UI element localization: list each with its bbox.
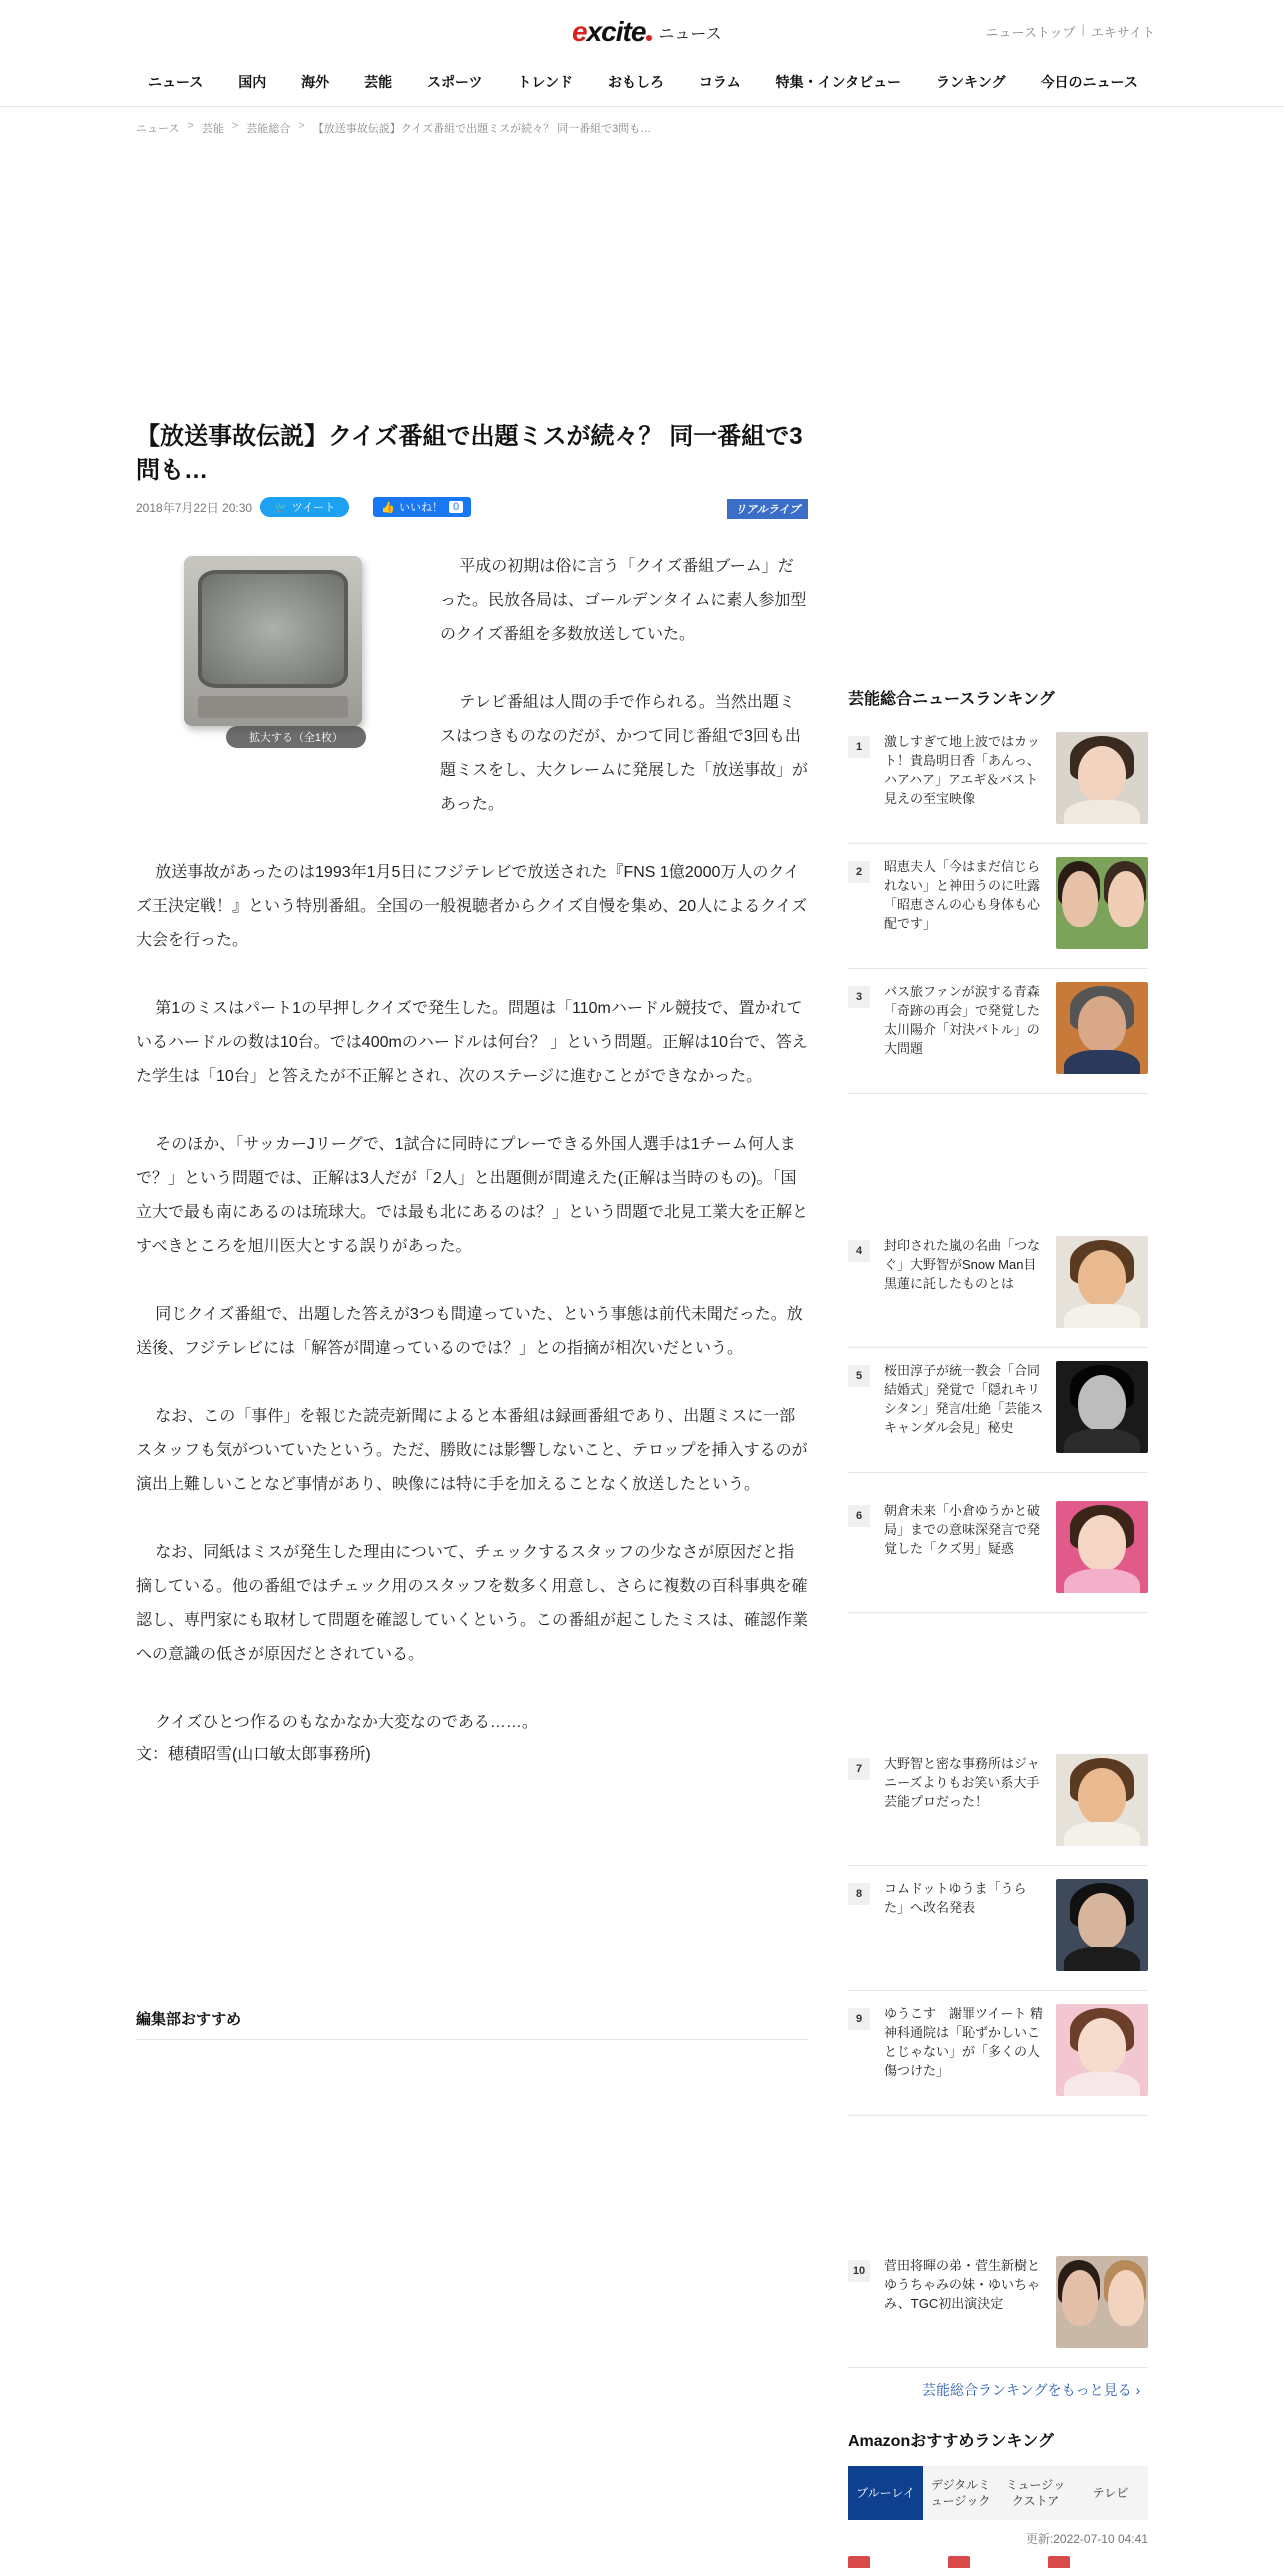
- thumbs-up-icon: 👍: [381, 501, 395, 514]
- rank-headline: 大野智と密な事務所はジャニーズよりもお笑い系大手芸能プロだった！: [884, 1756, 1040, 1809]
- rank-headline: 昭恵夫人「今はまだ信じられない」と神田うのに吐露 「昭恵さんの心も身体も心配です」: [884, 859, 1054, 931]
- amazon-ranking-title: Amazonおすすめランキング: [848, 2433, 1054, 2450]
- thumb-face: [1108, 871, 1144, 927]
- thumb-body: [1064, 1429, 1140, 1453]
- rank-headline: バス旅ファンが涙する青森「奇跡の再会」で発覚した太川陽介「対決バトル」の大問題: [884, 984, 1041, 1056]
- nav-column[interactable]: コラム: [698, 74, 741, 90]
- tv-image: [184, 556, 362, 726]
- nav-feature-interview[interactable]: 特集・インタビュー: [775, 74, 902, 90]
- thumb-body: [1064, 1947, 1140, 1971]
- like-count: 0: [449, 501, 463, 513]
- rank-thumbnail: [1056, 857, 1148, 949]
- tab-digital-music[interactable]: デジタルミュージック: [930, 2478, 991, 2508]
- ranking-item[interactable]: [848, 1501, 1148, 1613]
- ranking-item[interactable]: [848, 1236, 1148, 1348]
- amazon-rank-markers: [848, 2556, 1148, 2568]
- thumb-body: [1064, 1304, 1140, 1328]
- rank-number: 3: [848, 986, 870, 1008]
- rank-marker: [848, 2556, 870, 2568]
- thumb-face: [1078, 1893, 1126, 1949]
- editor-recommend-heading: 編集部おすすめ: [136, 2008, 808, 2040]
- ranking-item[interactable]: [848, 2004, 1148, 2116]
- breadcrumb-news[interactable]: ニュース: [136, 123, 180, 135]
- article-paragraph: 平成の初期は俗に言う「クイズ番組ブーム」だった。民放各局は、ゴールデンタイムに素人参加型のクイズ番組を多数放送していた。: [440, 558, 807, 643]
- rank-headline: 激しすぎて地上波ではカット！貴島明日香「あんっ、ハアハア」アエギ＆バスト見えの至宝映像: [884, 734, 1041, 806]
- thumb-body: [1064, 800, 1140, 824]
- amazon-updated-time: 更新:2022-07-10 04:41: [1025, 2532, 1148, 2546]
- ranking-item[interactable]: [848, 2256, 1148, 2368]
- article-paragraph: クイズひとつ作るのもなかなか大変なのである……。: [155, 1714, 538, 1731]
- thumb-face: [1062, 2270, 1098, 2326]
- thumb-face: [1078, 1375, 1126, 1431]
- thumb-body: [1064, 1569, 1140, 1593]
- like-label: いいね！: [398, 502, 443, 514]
- excite-logo[interactable]: [572, 14, 722, 50]
- zoom-image-button[interactable]: 拡大する（全1枚）: [226, 726, 366, 748]
- tweet-button[interactable]: [260, 497, 349, 517]
- rank-number: 4: [848, 1240, 870, 1262]
- article-paragraph: 同じクイズ番組で、出題した答えが3つも間違っていた、という事態は前代未聞だった。放送後、フジテレビには「解答が間違っているのでは？」との指摘が相次いだという。: [136, 1306, 803, 1357]
- rank-headline: 朝倉未来「小倉ゆうかと破局」までの意味深発言で発覚した「クズ男」疑惑: [884, 1503, 1041, 1556]
- article-credit: 文：穂積昭雪(山口敏太郎事務所): [136, 1746, 371, 1763]
- breadcrumb-current: 【放送事故伝説】クイズ番組で出題ミスが続々？ 同一番組で3問も…: [312, 123, 652, 135]
- rank-headline: ゆうこす 謝罪ツイート 精神科通院は「恥ずかしいことじゃない」が「多くの人傷つけた」: [884, 2006, 1043, 2078]
- article-photo[interactable]: [136, 550, 408, 778]
- excite-link[interactable]: エキサイト: [1090, 25, 1155, 40]
- breadcrumb: [136, 120, 651, 136]
- article-title: 【放送事故伝説】クイズ番組で出題ミスが続々？ 同一番組で3問も…: [136, 423, 803, 484]
- tv-screen: [198, 570, 348, 688]
- breadcrumb-separator: >: [298, 120, 305, 132]
- nav-domestic[interactable]: 国内: [238, 74, 267, 90]
- rank-number: 2: [848, 861, 870, 883]
- ranking-item[interactable]: [848, 982, 1148, 1094]
- news-top-link[interactable]: ニューストップ: [985, 25, 1076, 40]
- article-paragraph: なお、この「事件」を報じた読売新聞によると本番組は録画番組であり、出題ミスに一部スタッフも気がついていたという。ただ、勝敗には影響しないこと、テロップを挿入するのが演出上難しいことなど事情があり、映像には特に手を加えることなく放送したという。: [136, 1408, 808, 1493]
- breadcrumb-separator: >: [187, 120, 194, 132]
- rank-number: 8: [848, 1883, 870, 1905]
- nav-trend[interactable]: トレンド: [517, 74, 574, 90]
- rank-thumbnail: [1056, 2256, 1148, 2348]
- ranking-item[interactable]: [848, 1754, 1148, 1866]
- thumb-face: [1078, 996, 1126, 1052]
- nav-ranking[interactable]: ランキング: [936, 74, 1006, 90]
- nav-funny[interactable]: おもしろ: [607, 74, 664, 90]
- nav-entertainment[interactable]: 芸能: [364, 74, 393, 90]
- breadcrumb-entertainment[interactable]: 芸能: [201, 123, 224, 135]
- rank-thumbnail: [1056, 2004, 1148, 2096]
- amazon-tabs: [848, 2466, 1148, 2520]
- source-badge[interactable]: リアルライブ: [727, 499, 808, 519]
- rank-marker: [948, 2556, 970, 2568]
- article-paragraph: 放送事故があったのは1993年1月5日にフジテレビで放送された『FNS 1億2000万人のクイズ王決定戦！』という特別番組。全国の一般視聴者からクイズ自慢を集め、20人によるクイズ大会を行った。: [136, 864, 808, 949]
- rank-thumbnail: [1056, 1361, 1148, 1453]
- article: [136, 420, 808, 1770]
- ranking-item[interactable]: [848, 732, 1148, 844]
- tweet-label: ツイート: [291, 502, 336, 514]
- ranking-item[interactable]: [848, 1879, 1148, 1991]
- site-header: [0, 0, 1284, 107]
- thumb-face: [1062, 871, 1098, 927]
- thumb-face: [1108, 2270, 1144, 2326]
- rank-number: 7: [848, 1758, 870, 1780]
- tab-bluray[interactable]: ブルーレイ: [848, 2466, 923, 2520]
- top-links: [986, 22, 1155, 41]
- rank-headline: 桜田淳子が統一教会「合同結婚式」発覚で「隠れキリシタン」発言/壮絶「芸能スキャンダル会見」秘史: [884, 1363, 1044, 1435]
- article-body: [136, 550, 808, 1770]
- nav-sports[interactable]: スポーツ: [427, 74, 483, 90]
- ranking-item[interactable]: [848, 1361, 1148, 1473]
- rank-headline: 封印された嵐の名曲「つなぐ」大野智がSnow Man目黒蓮に託したものとは: [884, 1238, 1041, 1291]
- rank-headline: コムドットゆうま「うらた」へ改名発表: [884, 1881, 1027, 1915]
- rank-headline: 菅田将暉の弟・菅生新樹とゆうちゃみの妹・ゆいちゃみ、TGC初出演決定: [884, 2258, 1041, 2311]
- global-nav: [148, 72, 1138, 92]
- facebook-like-button[interactable]: [373, 497, 471, 517]
- tv-panel: [198, 696, 348, 718]
- breadcrumb-entertainment-general[interactable]: 芸能総合: [246, 123, 291, 135]
- thumb-face: [1078, 1515, 1126, 1571]
- rank-thumbnail: [1056, 1236, 1148, 1328]
- tab-music-store[interactable]: ミュージックストア: [1005, 2478, 1066, 2508]
- rank-thumbnail: [1056, 1879, 1148, 1971]
- rank-number: 1: [848, 736, 870, 758]
- breadcrumb-separator: >: [231, 120, 239, 132]
- thumb-face: [1078, 1768, 1126, 1824]
- logo-subtitle: ニュース: [658, 25, 722, 43]
- rank-thumbnail: [1056, 1501, 1148, 1593]
- article-paragraph: テレビ番組は人間の手で作られる。当然出題ミスはつきものなのだが、かつて同じ番組で3回も出題ミスをし、大クレームに発展した「放送事故」があった。: [440, 694, 809, 813]
- rank-number: 5: [848, 1365, 870, 1387]
- nav-today-news[interactable]: 今日のニュース: [1040, 74, 1138, 90]
- thumb-face: [1078, 746, 1126, 802]
- top-links-separator: |: [1081, 22, 1085, 37]
- rank-number: 9: [848, 2008, 870, 2030]
- nav-overseas[interactable]: 海外: [301, 74, 330, 90]
- thumb-body: [1064, 1822, 1140, 1846]
- article-paragraph: 第1のミスはパート1の早押しクイズで発生した。問題は「110mハードル競技で、置かれているハードルの数は10台。では400mのハードルは何台？ 」という問題。正解は10台で、答えた学生は「10台」と答えたが不正解とされ、次のステージに進むことができなかった。: [136, 1000, 808, 1085]
- thumb-body: [1064, 2072, 1140, 2096]
- tab-tv[interactable]: テレビ: [1092, 2486, 1129, 2500]
- thumb-face: [1078, 2018, 1126, 2074]
- ranking-title: 芸能総合ニュースランキング: [848, 691, 1055, 708]
- rank-number: 6: [848, 1505, 870, 1527]
- article-date: 2018年7月22日 20:30: [136, 500, 253, 515]
- rank-thumbnail: [1056, 732, 1148, 824]
- thumb-body: [1064, 1050, 1140, 1074]
- logo-dot-icon: [646, 35, 652, 41]
- logo-mark: excite: [572, 16, 652, 48]
- rank-thumbnail: [1056, 1754, 1148, 1846]
- rank-marker: [1048, 2556, 1070, 2568]
- rank-thumbnail: [1056, 982, 1148, 1074]
- twitter-bird-icon: 🐦: [274, 501, 288, 514]
- rank-number: 10: [848, 2260, 870, 2282]
- article-paragraph: なお、同紙はミスが発生した理由について、チェックするスタッフの少なさが原因だと指摘している。他の番組ではチェック用のスタッフを数多く用意し、さらに複数の百科事典を確認し、専門家にも取材して問題を確認していくという。この番組が起こしたミスは、確認作業への意識の低さが原因だとされている。: [136, 1544, 809, 1663]
- nav-news[interactable]: ニュース: [148, 74, 204, 90]
- thumb-face: [1078, 1250, 1126, 1306]
- ranking-item[interactable]: [848, 857, 1148, 969]
- more-ranking-link[interactable]: 芸能総合ランキングをもっと見る ›: [922, 2382, 1141, 2398]
- article-meta: [136, 496, 808, 518]
- article-paragraph: そのほか、「サッカーJリーグで、1試合に同時にプレーできる外国人選手は1チーム何人まで？」という問題では、正解は3人だが「2人」と出題側が間違えた(正解は当時のもの)。「国立大で最も南にあるのは琉球大。では最も北にあるのは？」という問題で北見工業大を正解とすべきところを旭川医大とする誤りがあった。: [136, 1136, 809, 1255]
